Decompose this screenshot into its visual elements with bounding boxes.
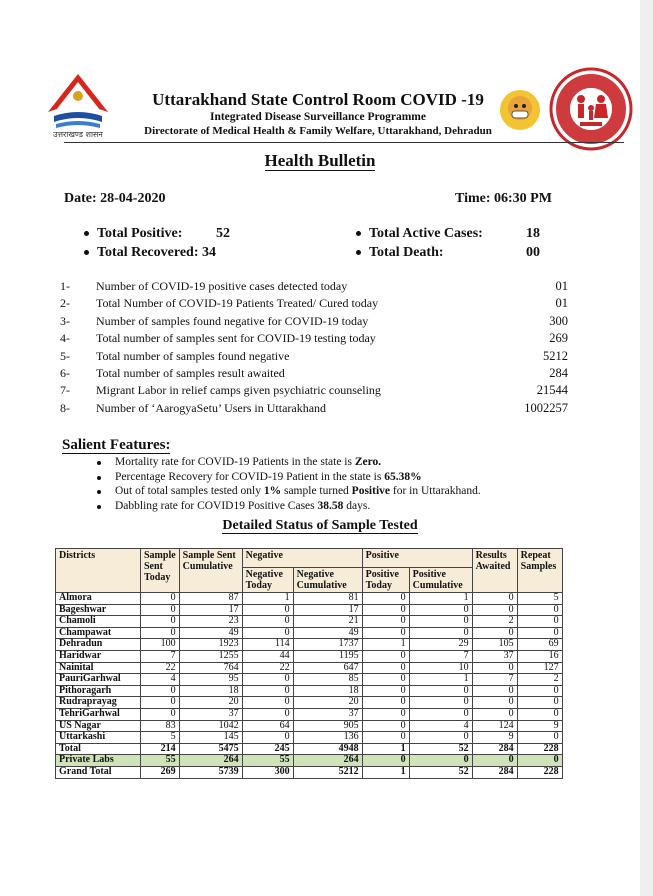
col-districts: Districts: [56, 549, 141, 593]
value-cell: 0: [242, 732, 293, 744]
value-cell: 49: [293, 627, 362, 639]
col-negative-today: Negative Today: [242, 568, 293, 593]
value-cell: 0: [362, 685, 409, 697]
uttarakhand-emblem-icon: [46, 72, 110, 132]
value-cell: 37: [472, 650, 517, 662]
value-cell: 22: [242, 662, 293, 674]
district-cell: Haridwar: [56, 650, 141, 662]
value-cell: 0: [362, 708, 409, 720]
value-cell: 0: [409, 627, 472, 639]
value-cell: 0: [242, 627, 293, 639]
value-cell: 5739: [179, 766, 242, 778]
statistic-value: 269: [549, 331, 568, 346]
value-cell: 1: [242, 593, 293, 605]
value-cell: 1: [362, 639, 409, 651]
statistic-value: 284: [549, 365, 568, 380]
value-cell: 0: [517, 732, 562, 744]
value-cell: 69: [517, 639, 562, 651]
value-cell: 7: [409, 650, 472, 662]
feature-highlight: Zero.: [354, 456, 382, 468]
district-cell: Almora: [56, 593, 141, 605]
district-cell: Total: [56, 743, 141, 755]
statistic-value: 1002257: [524, 400, 568, 415]
col-sample-sent-cumulative: Sample Sent Cumulative: [179, 549, 242, 593]
value-cell: 0: [141, 616, 180, 628]
value-cell: 284: [472, 743, 517, 755]
statistic-number: 4-: [60, 331, 70, 346]
sample-status-table: [55, 548, 563, 779]
value-cell: 22: [141, 662, 180, 674]
value-cell: 7: [472, 674, 517, 686]
value-cell: 0: [141, 593, 180, 605]
value-cell: 0: [472, 697, 517, 709]
statistic-row: [60, 314, 580, 331]
table-row: [56, 685, 563, 697]
statistic-value: 01: [555, 296, 568, 311]
table-row: [56, 720, 563, 732]
district-cell: Bageshwar: [56, 604, 141, 616]
value-cell: 145: [179, 732, 242, 744]
value-cell: 0: [517, 616, 562, 628]
statistic-text: Total Number of COVID-19 Patients Treated/ Cured today: [96, 296, 379, 311]
salient-features-list: [95, 456, 481, 514]
state-emblem-caption: उत्तराखण्ड शासन: [53, 130, 103, 139]
col-sample-sent-today: Sample Sent Today: [141, 549, 180, 593]
value-cell: 16: [517, 650, 562, 662]
value-cell: 0: [472, 685, 517, 697]
value-cell: 52: [409, 743, 472, 755]
table-row: [56, 616, 563, 628]
value-cell: 0: [472, 593, 517, 605]
statistic-row: [60, 366, 580, 383]
table-row: [56, 627, 563, 639]
feature-item: [95, 456, 481, 471]
value-cell: 0: [409, 755, 472, 767]
value-cell: 0: [362, 662, 409, 674]
district-cell: TehriGarhwal: [56, 708, 141, 720]
statistic-number: 5-: [60, 348, 70, 363]
value-cell: 0: [362, 697, 409, 709]
value-cell: 0: [517, 604, 562, 616]
col-positive: Positive: [362, 549, 472, 568]
statistic-number: 1-: [60, 279, 70, 293]
value-cell: 0: [409, 732, 472, 744]
value-cell: 0: [409, 685, 472, 697]
statistic-text: Total number of samples found negative: [96, 348, 290, 363]
value-cell: 83: [141, 720, 180, 732]
value-cell: 0: [362, 650, 409, 662]
value-cell: 0: [517, 627, 562, 639]
value-cell: 0: [517, 685, 562, 697]
table-row: [56, 662, 563, 674]
value-cell: 1195: [293, 650, 362, 662]
total-death-label: Total Death:: [356, 245, 444, 261]
value-cell: 0: [362, 627, 409, 639]
col-repeat-samples: Repeat Samples: [517, 549, 562, 593]
date-label: Date: 28-04-2020: [64, 191, 166, 206]
value-cell: 0: [409, 604, 472, 616]
value-cell: 1255: [179, 650, 242, 662]
statistic-row: [60, 296, 580, 313]
statistic-row: [60, 349, 580, 366]
total-positive-value: 52: [216, 226, 230, 241]
national-health-mission-logo-icon: [548, 66, 634, 152]
value-cell: 0: [242, 697, 293, 709]
value-cell: 2: [517, 674, 562, 686]
page-title: Uttarakhand State Control Room COVID -19: [152, 90, 484, 109]
value-cell: 0: [242, 604, 293, 616]
value-cell: 0: [409, 697, 472, 709]
value-cell: 2: [472, 616, 517, 628]
value-cell: 0: [362, 755, 409, 767]
table-row: [56, 639, 563, 651]
value-cell: 0: [472, 662, 517, 674]
value-cell: 0: [472, 755, 517, 767]
value-cell: 228: [517, 766, 562, 778]
value-cell: 0: [409, 708, 472, 720]
value-cell: 0: [472, 604, 517, 616]
statistic-text: Number of samples found negative for COVID-19 today: [96, 313, 369, 328]
value-cell: 136: [293, 732, 362, 744]
value-cell: 64: [242, 720, 293, 732]
value-cell: 100: [141, 639, 180, 651]
value-cell: 18: [179, 685, 242, 697]
value-cell: 0: [242, 708, 293, 720]
value-cell: 0: [409, 616, 472, 628]
table-row: [56, 593, 563, 605]
value-cell: 124: [472, 720, 517, 732]
feature-item: [95, 500, 481, 515]
feature-highlight: 65.38%: [384, 470, 422, 483]
district-cell: Grand Total: [56, 766, 141, 778]
value-cell: 81: [293, 593, 362, 605]
feature-item: [95, 471, 481, 486]
value-cell: 300: [242, 766, 293, 778]
value-cell: 0: [141, 604, 180, 616]
feature-item: [95, 485, 481, 500]
table-row: [56, 708, 563, 720]
value-cell: 647: [293, 662, 362, 674]
value-cell: 5212: [293, 766, 362, 778]
value-cell: 52: [409, 766, 472, 778]
total-recovered-label: Total Recovered: 34: [84, 245, 216, 261]
value-cell: 284: [472, 766, 517, 778]
statistic-row: [60, 331, 580, 348]
value-cell: 0: [362, 732, 409, 744]
value-cell: 264: [293, 755, 362, 767]
statistic-value: 5212: [543, 348, 568, 363]
programme-subtitle: Integrated Disease Surveillance Programme: [209, 111, 426, 123]
table-row: [56, 604, 563, 616]
value-cell: 0: [141, 708, 180, 720]
table-row: [56, 766, 563, 778]
statistic-row: [60, 383, 580, 400]
feature-text: Percentage Recovery for COVID-19 Patient in the state is: [115, 470, 385, 483]
value-cell: 1: [409, 593, 472, 605]
feature-highlight: Positive: [351, 485, 390, 497]
value-cell: 5: [517, 593, 562, 605]
value-cell: 114: [242, 639, 293, 651]
district-cell: PauriGarhwal: [56, 674, 141, 686]
district-cell: Rudraprayag: [56, 697, 141, 709]
salient-features-heading: Salient Features:: [62, 437, 171, 453]
feature-highlight: 1%: [263, 485, 282, 497]
feature-text: Dabbling rate for COVID19 Positive Cases: [115, 499, 318, 512]
value-cell: 5475: [179, 743, 242, 755]
district-cell: Dehradun: [56, 639, 141, 651]
value-cell: 269: [141, 766, 180, 778]
statistic-number: 3-: [60, 313, 70, 328]
district-cell: Uttarkashi: [56, 732, 141, 744]
value-cell: 17: [293, 604, 362, 616]
value-cell: 264: [179, 755, 242, 767]
value-cell: 4948: [293, 743, 362, 755]
statistic-text: Number of COVID-19 positive cases detected today: [96, 279, 348, 293]
value-cell: 0: [242, 674, 293, 686]
statistic-number: 6-: [60, 365, 70, 380]
feature-text: sample turned: [281, 485, 352, 497]
feature-text: for in Uttarakhand.: [390, 485, 481, 497]
value-cell: 10: [409, 662, 472, 674]
table-row: [56, 674, 563, 686]
statistic-value: 300: [549, 313, 568, 328]
total-active-value: 18: [526, 226, 540, 241]
total-death-value: 00: [526, 245, 540, 260]
directorate-subtitle: Directorate of Medical Health & Family Welfare, Uttarakhand, Dehradun: [144, 125, 492, 137]
table-row: [56, 697, 563, 709]
value-cell: 0: [141, 685, 180, 697]
value-cell: 5: [141, 732, 180, 744]
feature-text: days.: [343, 499, 371, 512]
statistic-text: Migrant Labor in relief camps given psychiatric counseling: [96, 383, 381, 398]
value-cell: 9: [472, 732, 517, 744]
statistic-number: 8-: [60, 400, 70, 415]
value-cell: 0: [362, 604, 409, 616]
district-cell: Pithoragarh: [56, 685, 141, 697]
district-cell: US Nagar: [56, 720, 141, 732]
col-positive-cumulative: Positive Cumulative: [409, 568, 472, 593]
value-cell: 55: [242, 755, 293, 767]
value-cell: 55: [141, 755, 180, 767]
value-cell: 87: [179, 593, 242, 605]
statistic-text: Total number of samples result awaited: [96, 365, 285, 380]
value-cell: 0: [362, 720, 409, 732]
value-cell: 1042: [179, 720, 242, 732]
value-cell: 245: [242, 743, 293, 755]
value-cell: 764: [179, 662, 242, 674]
col-negative: Negative: [242, 549, 362, 568]
value-cell: 29: [409, 639, 472, 651]
district-cell: Private Labs: [56, 755, 141, 767]
feature-text: Out of total samples tested only: [115, 485, 264, 497]
value-cell: 0: [472, 708, 517, 720]
table-row: [56, 743, 563, 755]
value-cell: 1: [362, 743, 409, 755]
value-cell: 0: [141, 697, 180, 709]
value-cell: 228: [517, 743, 562, 755]
col-negative-cumulative: Negative Cumulative: [293, 568, 362, 593]
time-label: Time: 06:30 PM: [455, 191, 552, 206]
value-cell: 4: [409, 720, 472, 732]
total-positive-label: Total Positive:: [84, 226, 182, 242]
value-cell: 105: [472, 639, 517, 651]
district-cell: Chamoli: [56, 616, 141, 628]
statistic-row: [60, 279, 580, 296]
statistics-list: [60, 279, 580, 418]
table-row: [56, 755, 563, 767]
total-active-label: Total Active Cases:: [356, 226, 483, 242]
value-cell: 0: [362, 674, 409, 686]
value-cell: 0: [362, 616, 409, 628]
value-cell: 0: [141, 627, 180, 639]
value-cell: 0: [242, 685, 293, 697]
value-cell: 7: [141, 650, 180, 662]
value-cell: 1923: [179, 639, 242, 651]
value-cell: 0: [362, 593, 409, 605]
table-row: [56, 650, 563, 662]
value-cell: 17: [179, 604, 242, 616]
value-cell: 0: [517, 708, 562, 720]
value-cell: 23: [179, 616, 242, 628]
col-results-awaited: Results Awaited: [472, 549, 517, 593]
statistic-value: 21544: [536, 383, 568, 398]
value-cell: 0: [472, 627, 517, 639]
value-cell: 37: [293, 708, 362, 720]
value-cell: 49: [179, 627, 242, 639]
value-cell: 4: [141, 674, 180, 686]
header-divider: [64, 142, 624, 143]
statistic-text: Total number of samples sent for COVID-19 testing today: [96, 331, 376, 346]
value-cell: 37: [179, 708, 242, 720]
value-cell: 95: [179, 674, 242, 686]
table-title: Detailed Status of Sample Tested: [222, 518, 418, 533]
value-cell: 127: [517, 662, 562, 674]
feature-text: Mortality rate for COVID-19 Patients in the state is: [115, 456, 355, 468]
mascot-icon: [498, 88, 542, 132]
bulletin-title: Health Bulletin: [264, 151, 376, 170]
value-cell: 21: [293, 616, 362, 628]
value-cell: 0: [517, 755, 562, 767]
value-cell: 18: [293, 685, 362, 697]
value-cell: 214: [141, 743, 180, 755]
value-cell: 905: [293, 720, 362, 732]
value-cell: 0: [242, 616, 293, 628]
table-row: [56, 732, 563, 744]
value-cell: 1: [362, 766, 409, 778]
statistic-text: Number of ‘AarogyaSetu’ Users in Uttarakhand: [96, 400, 327, 415]
district-cell: Nainital: [56, 662, 141, 674]
value-cell: 1737: [293, 639, 362, 651]
statistic-value: 01: [555, 279, 568, 293]
feature-highlight: 38.58: [317, 499, 344, 512]
value-cell: 20: [179, 697, 242, 709]
value-cell: 44: [242, 650, 293, 662]
district-cell: Champawat: [56, 627, 141, 639]
value-cell: 85: [293, 674, 362, 686]
value-cell: 0: [517, 697, 562, 709]
statistic-row: [60, 401, 580, 418]
col-positive-today: Positive Today: [362, 568, 409, 593]
value-cell: 20: [293, 697, 362, 709]
statistic-number: 2-: [60, 296, 70, 311]
value-cell: 9: [517, 720, 562, 732]
statistic-number: 7-: [60, 383, 70, 398]
value-cell: 1: [409, 674, 472, 686]
